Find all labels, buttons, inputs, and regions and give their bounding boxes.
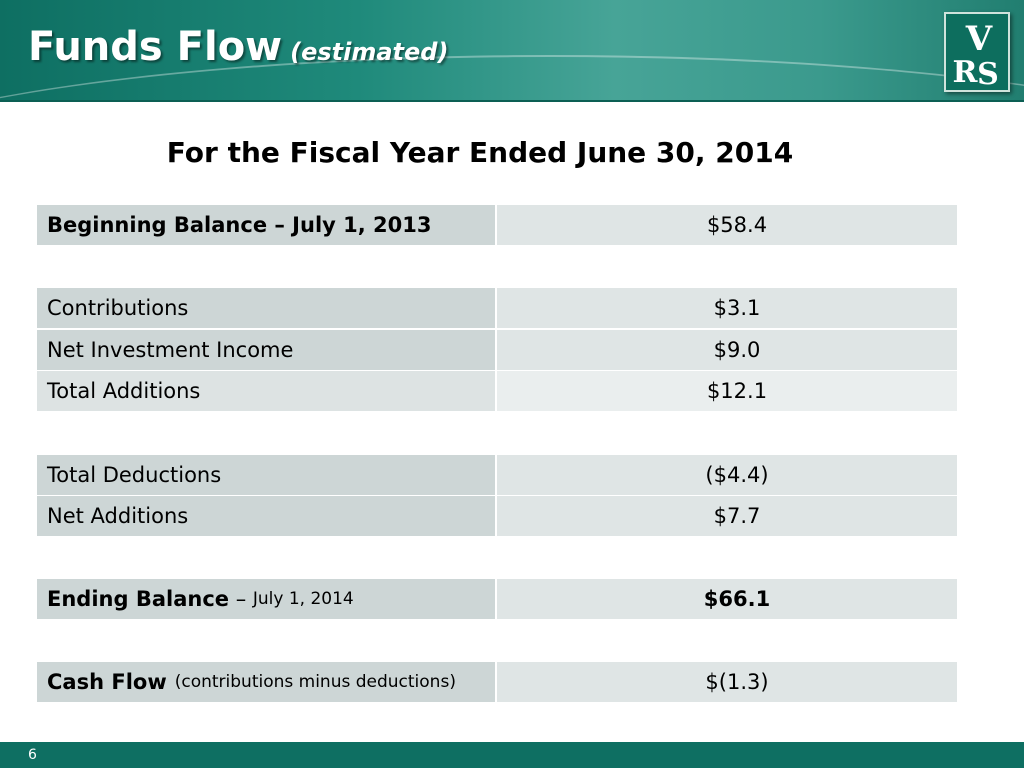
row-label: Total Deductions: [37, 455, 495, 495]
row-label: [37, 662, 495, 702]
row-total-deductions: [37, 455, 957, 495]
svg-text:V: V: [965, 19, 993, 59]
row-value: ($4.4): [497, 455, 957, 495]
row-value: $(1.3): [497, 662, 957, 702]
row-label: Total Additions: [37, 371, 495, 411]
svg-text:R: R: [952, 55, 978, 90]
page-subtitle: (estimated): [290, 38, 449, 66]
row-label: [37, 579, 495, 619]
page-title-text: Funds Flow: [28, 24, 283, 70]
ending-balance-date: July 1, 2014: [252, 589, 354, 609]
cash-flow-label: Cash Flow: [47, 670, 167, 694]
cash-flow-note: (contributions minus deductions): [174, 672, 456, 692]
row-beginning-balance: [37, 205, 957, 245]
row-value: $3.1: [497, 288, 957, 328]
row-ending-balance: [37, 579, 957, 619]
row-cash-flow: [37, 662, 957, 702]
fiscal-year-heading: For the Fiscal Year Ended June 30, 2014: [166, 136, 794, 169]
header-divider: [0, 100, 1024, 102]
vrs-logo-icon: [946, 14, 1008, 90]
footer-bar: [0, 742, 1024, 768]
vrs-logo: [944, 12, 1010, 92]
row-label: Beginning Balance – July 1, 2013: [37, 205, 495, 245]
row-label: Net Additions: [37, 496, 495, 536]
row-label: Net Investment Income: [37, 330, 495, 370]
row-value: $58.4: [497, 205, 957, 245]
row-total-additions: [37, 371, 957, 411]
svg-text:S: S: [977, 57, 999, 90]
row-value: $12.1: [497, 371, 957, 411]
row-net-additions: [37, 496, 957, 536]
row-value: $66.1: [497, 579, 957, 619]
row-contributions: [37, 288, 957, 328]
page-title: [28, 24, 448, 70]
page-number: 6: [28, 747, 37, 763]
ending-balance-dash: –: [229, 587, 253, 611]
row-value: $7.7: [497, 496, 957, 536]
row-label: Contributions: [37, 288, 495, 328]
row-value: $9.0: [497, 330, 957, 370]
header-banner: [0, 0, 1024, 102]
ending-balance-label: Ending Balance: [47, 587, 230, 611]
row-net-investment-income: [37, 330, 957, 370]
